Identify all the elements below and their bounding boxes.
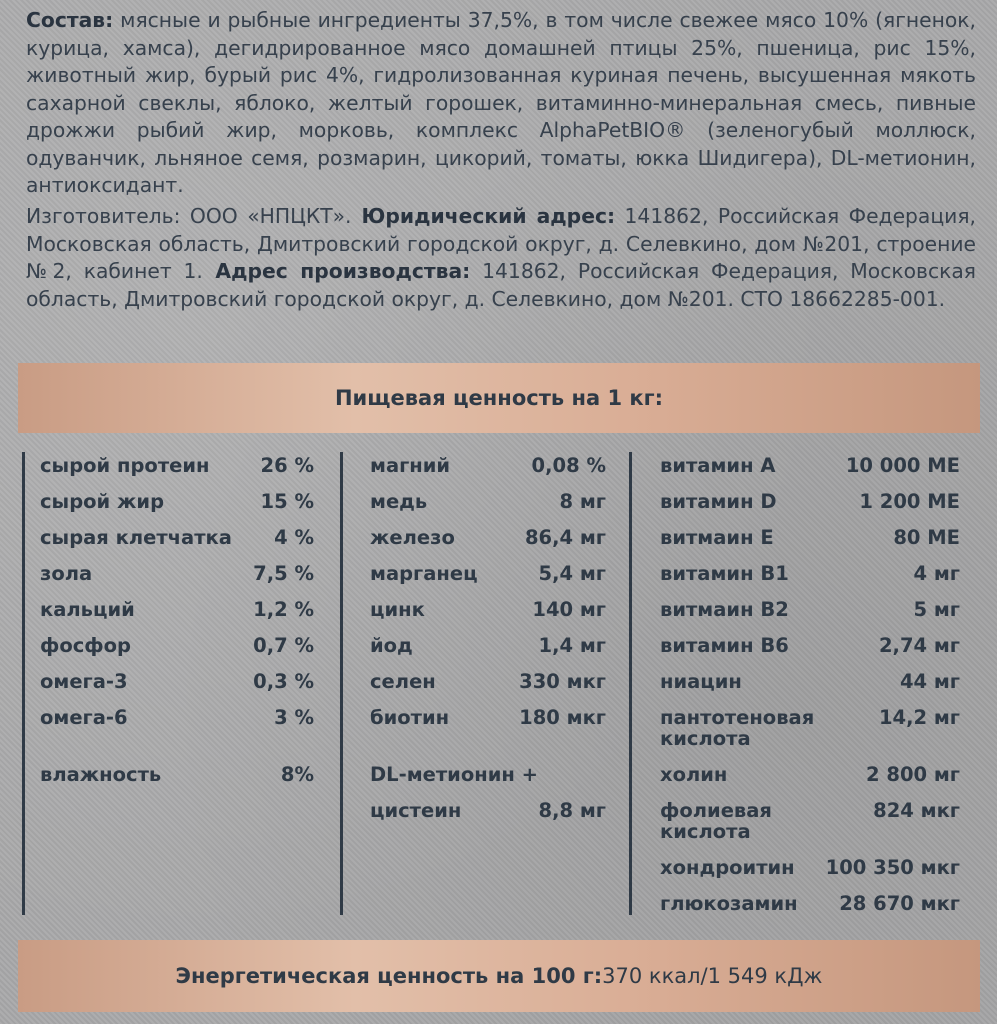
nutrient-label: пантотеновая (660, 706, 815, 729)
manufacturer-paragraph (26, 203, 976, 313)
production-address-text: 141862, Российская Федерация, Московская область, Дмитровский городской округ, д. Селевкино, дом №201. СТО 18662285-001. (26, 259, 977, 311)
nutrient-value: 7,5 % (253, 562, 314, 585)
nutrient-label: влажность (40, 763, 162, 786)
column-divider-3 (629, 452, 632, 915)
nutrient-label: холин (660, 763, 728, 786)
nutrient-value: 8% (280, 763, 314, 786)
column-divider-2 (340, 452, 343, 915)
nutrient-label: ниацин (660, 670, 742, 693)
energy-label: Энергетическая ценность на 100 г: (175, 964, 603, 988)
nutrient-value: 100 350 мкг (825, 856, 960, 879)
nutrient-value: 3 % (274, 706, 314, 729)
nutrient-value: 15 % (260, 490, 314, 513)
nutrient-label: медь (370, 490, 428, 513)
nutrient-label: зола (40, 562, 93, 585)
energy-line (18, 940, 980, 1012)
nutrient-label: витамин В6 (660, 634, 789, 657)
nutrient-label-line2: кислота (660, 727, 751, 750)
nutrient-value: 10 000 МЕ (845, 454, 960, 477)
nutrient-label: витамин А (660, 454, 776, 477)
nutrient-label: сырой жир (40, 490, 165, 513)
nutrient-value: 4 мг (913, 562, 960, 585)
nutrient-label: витмаин Е (660, 526, 774, 549)
nutrient-value: 1,4 мг (538, 634, 606, 657)
nutrient-value: 0,7 % (253, 634, 314, 657)
nutrient-value: 26 % (260, 454, 314, 477)
nutrient-label: фолиевая (660, 799, 772, 822)
nutrient-label: витамин D (660, 490, 777, 513)
nutrient-label: цистеин (370, 799, 462, 822)
nutrient-label: биотин (370, 706, 450, 729)
nutrient-value: 8 мг (559, 490, 606, 513)
composition-paragraph (26, 7, 976, 200)
nutrient-value: 4 % (274, 526, 314, 549)
manufacturer-label: Изготовитель: (26, 204, 181, 228)
nutrient-value: 44 мг (899, 670, 960, 693)
nutrient-value: 14,2 мг (878, 706, 960, 729)
nutrient-value: 8,8 мг (538, 799, 606, 822)
nutrient-value: 0,08 % (531, 454, 606, 477)
nutrient-value: 1 200 МЕ (859, 490, 960, 513)
nutrient-value: 2,74 мг (878, 634, 960, 657)
nutrition-title-text: Пищевая ценность на 1 кг: (334, 386, 663, 410)
nutrient-label: омега-6 (40, 706, 128, 729)
legal-address-text: 141862, Российская Федерация, Московская область, Дмитровский городской округ, д. Селевкино, дом №201, строение №2, кабинет 1. (26, 204, 976, 283)
nutrient-label: кальций (40, 598, 135, 621)
nutrient-label: сырая клетчатка (40, 526, 232, 549)
nutrition-title-band (18, 363, 980, 433)
nutrient-label: омега-3 (40, 670, 128, 693)
nutrient-column-3 (660, 455, 960, 915)
nutrient-label: магний (370, 454, 451, 477)
nutrient-label: фосфор (40, 634, 132, 657)
nutrient-label: витамин В1 (660, 562, 789, 585)
nutrient-label: селен (370, 670, 436, 693)
energy-value: 370 ккал/1 549 кДж (602, 964, 823, 988)
nutrient-label: DL-метионин + (370, 763, 538, 786)
nutrient-label: железо (370, 526, 455, 549)
nutrient-value: 86,4 мг (524, 526, 606, 549)
nutrient-label: йод (370, 634, 413, 657)
manufacturer-text: ООО «НПЦКТ». (180, 204, 352, 228)
nutrient-column-2 (370, 455, 606, 915)
nutrient-value: 180 мкг (519, 706, 606, 729)
nutrient-value: 0,3 % (253, 670, 314, 693)
nutrient-value: 5 мг (913, 598, 960, 621)
composition-text: мясные и рыбные ингредиенты 37,5%, в том числе свежее мясо 10% (ягненок, курица, хамса), дегидрированное мясо домашней птицы 25%, пшеница, рис 15%, животный жир, бурый рис 4%, гидролизованная куриная печень, высушенная мякоть сахарной свеклы, яблоко, желтый горошек, витаминно-минеральная смесь, пивные дрожжи рыбий жир, морковь, комплекс AlphaPetBIO® (зеленогубый моллюск, одуванчик, льняное семя, розмарин, цикорий, томаты, юкка Шидигера), DL-метионин, антиоксидант. (26, 8, 976, 197)
nutrient-label: хондроитин (660, 856, 795, 879)
composition-label: Состав: (26, 8, 114, 32)
nutrient-label-line2: кислота (660, 820, 751, 843)
nutrition-title (18, 363, 980, 433)
nutrient-value: 5,4 мг (538, 562, 606, 585)
energy-band (18, 940, 980, 1012)
nutrient-value: 330 мкг (519, 670, 606, 693)
nutrient-value: 140 мг (532, 598, 606, 621)
nutrient-label: сырой протеин (40, 454, 210, 477)
column-divider-1 (22, 452, 25, 915)
nutrient-value: 1,2 % (253, 598, 314, 621)
nutrient-label: витмаин В2 (660, 598, 789, 621)
nutrient-value: 2 800 мг (866, 763, 960, 786)
nutrient-value: 28 670 мкг (839, 892, 960, 915)
nutrient-value: 824 мкг (873, 799, 960, 822)
nutrient-label: цинк (370, 598, 425, 621)
nutrient-value: 80 МЕ (893, 526, 960, 549)
legal-address-label: Юридический адрес: (351, 204, 616, 228)
nutrient-label: марганец (370, 562, 478, 585)
nutrient-label: глюкозамин (660, 892, 798, 915)
production-address-label: Адрес производства: (202, 259, 471, 283)
nutrient-column-1 (40, 455, 314, 915)
